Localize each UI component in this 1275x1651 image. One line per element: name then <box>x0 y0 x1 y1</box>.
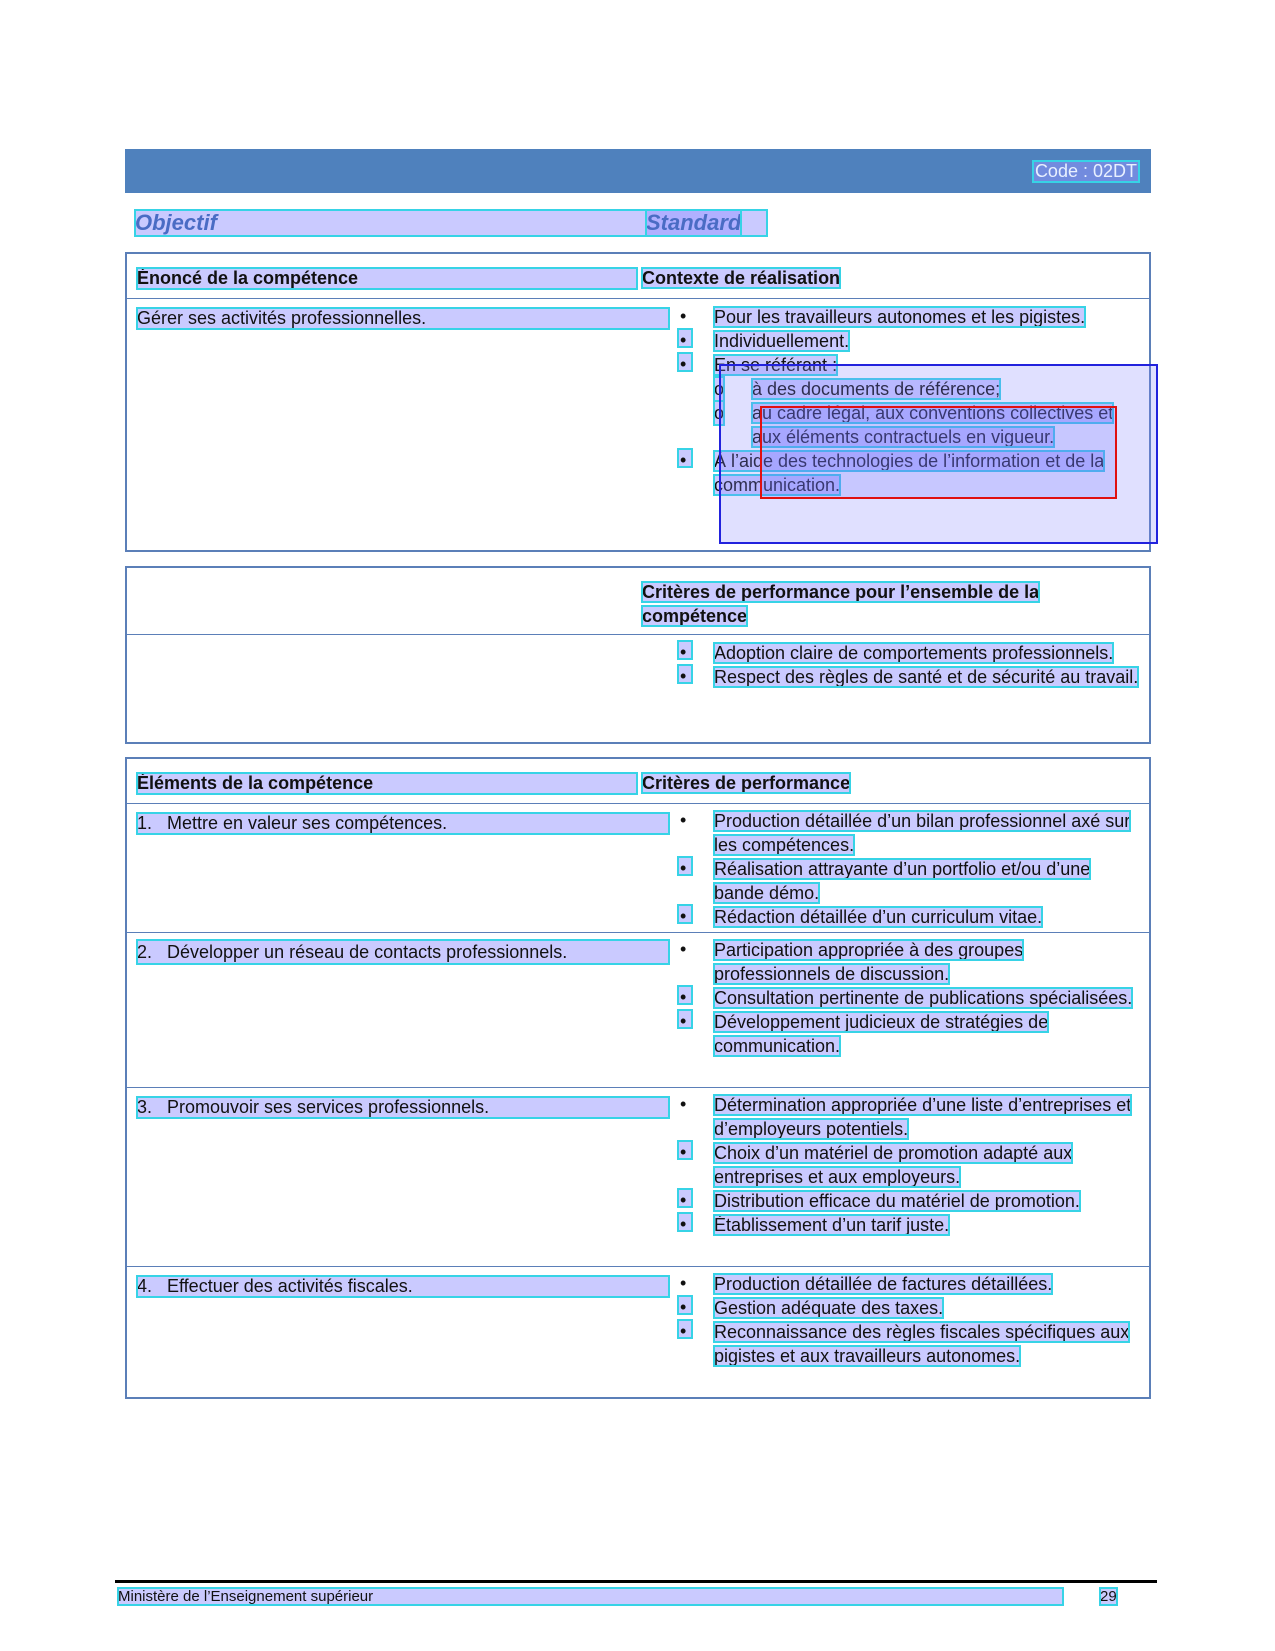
circle-bullet-icon: o <box>714 379 725 399</box>
selection-box-red <box>760 406 1117 499</box>
element-row-4 <box>127 1266 1149 1397</box>
list-item: • Réalisation attrayante d’un portfolio et/ou d’une bande démo. <box>642 857 1142 905</box>
code-label: Code : 02DT <box>1034 161 1137 181</box>
list-item: • Participation appropriée à des groupes professionnels de discussion. <box>642 938 1142 986</box>
bullet-icon <box>678 1296 692 1314</box>
bullet-icon <box>678 1272 692 1290</box>
competence-header-row <box>127 254 1149 298</box>
contexte-header: Contexte de réalisation <box>642 268 841 288</box>
enonce-header: Énoncé de la compétence <box>137 268 637 289</box>
bullet-icon <box>678 857 692 875</box>
bullet-icon <box>678 1320 692 1338</box>
overall-header-row <box>127 568 1149 634</box>
bullet-icon <box>678 665 692 683</box>
sub-list-item: o à des documents de référence; <box>714 379 1001 399</box>
list-item: • Établissement d’un tarif juste. <box>642 1213 1142 1237</box>
list-item: • Distribution efficace du matériel de promotion. <box>642 1189 1142 1213</box>
objectif-label: Objectif <box>135 210 767 236</box>
elements-header: Éléments de la compétence <box>137 773 637 794</box>
list-item: • Rédaction détaillée d’un curriculum vitae. <box>642 905 1142 929</box>
competence-statement: Gérer ses activités professionnelles. <box>137 308 669 329</box>
overall-criteria-table <box>125 566 1151 744</box>
section-labels <box>125 210 1151 238</box>
list-item: • Détermination appropriée d’une liste d’entreprises et d’employeurs potentiels. <box>642 1093 1142 1141</box>
element-text: 3. Promouvoir ses services professionnels. <box>137 1097 669 1118</box>
element-row-1 <box>127 803 1149 932</box>
bullet-icon <box>678 938 692 956</box>
bullet-icon <box>678 449 692 467</box>
sub-list-item: o au cadre légal, aux conventions collectives et aux éléments contractuels en vigueur. <box>714 403 1114 447</box>
footer-rule <box>115 1580 1157 1583</box>
list-item: • Choix d’un matériel de promotion adapté aux entreprises et aux employeurs. <box>642 1141 1142 1189</box>
bullet-icon <box>678 986 692 1004</box>
bullet-icon <box>678 1189 692 1207</box>
bullet-icon <box>678 329 692 347</box>
list-item: • Gestion adéquate des taxes. <box>642 1296 1142 1320</box>
bullet-icon <box>678 905 692 923</box>
elements-table <box>125 757 1151 1399</box>
circle-bullet-icon: o <box>714 403 725 423</box>
bullet-icon <box>678 641 692 659</box>
header-bar <box>125 149 1151 193</box>
bullet-icon <box>678 353 692 371</box>
bullet-icon <box>678 1010 692 1028</box>
elements-header-row <box>127 759 1149 803</box>
bullet-icon <box>678 1213 692 1231</box>
element-text: 1. Mettre en valeur ses compétences. <box>137 813 669 834</box>
bullet-icon <box>678 305 692 323</box>
list-item: • À l’aide des technologies de l’information et de la communication. <box>642 449 1142 497</box>
list-item: • En se référant : <box>642 353 1142 377</box>
list-item: • Respect des règles de santé et de sécurité au travail. <box>642 665 1142 689</box>
list-item: • Développement judicieux de stratégies de communication. <box>642 1010 1142 1058</box>
list-item: • Individuellement. <box>642 329 1142 353</box>
overall-body-row <box>127 634 1149 739</box>
element-text: 4. Effectuer des activités fiscales. <box>137 1276 669 1297</box>
element-text: 2. Développer un réseau de contacts professionnels. <box>137 940 669 964</box>
list-item: • Consultation pertinente de publications spécialisées. <box>642 986 1142 1010</box>
bullet-icon <box>678 1141 692 1159</box>
list-item: • Pour les travailleurs autonomes et les pigistes. <box>642 305 1142 329</box>
list-item: • Production détaillée d’un bilan professionnel axé sur les compétences. <box>642 809 1142 857</box>
list-item: • Production détaillée de factures détaillées. <box>642 1272 1142 1296</box>
element-row-3 <box>127 1087 1149 1266</box>
overall-header: Critères de performance pour l’ensemble de la compétence <box>642 582 1040 626</box>
page-number: 29 <box>1100 1588 1117 1605</box>
bullet-icon <box>678 809 692 827</box>
bullet-icon <box>678 1093 692 1111</box>
criteria-header: Critères de performance <box>642 773 851 793</box>
footer-ministry: Ministère de l’Enseignement supérieur <box>118 1588 1063 1605</box>
list-item: • Adoption claire de comportements professionnels. <box>642 641 1142 665</box>
standard-label: Standard <box>646 210 742 235</box>
element-row-2 <box>127 932 1149 1087</box>
list-item: • Reconnaissance des règles fiscales spécifiques aux pigistes et aux travailleurs autonomes. <box>642 1320 1142 1368</box>
